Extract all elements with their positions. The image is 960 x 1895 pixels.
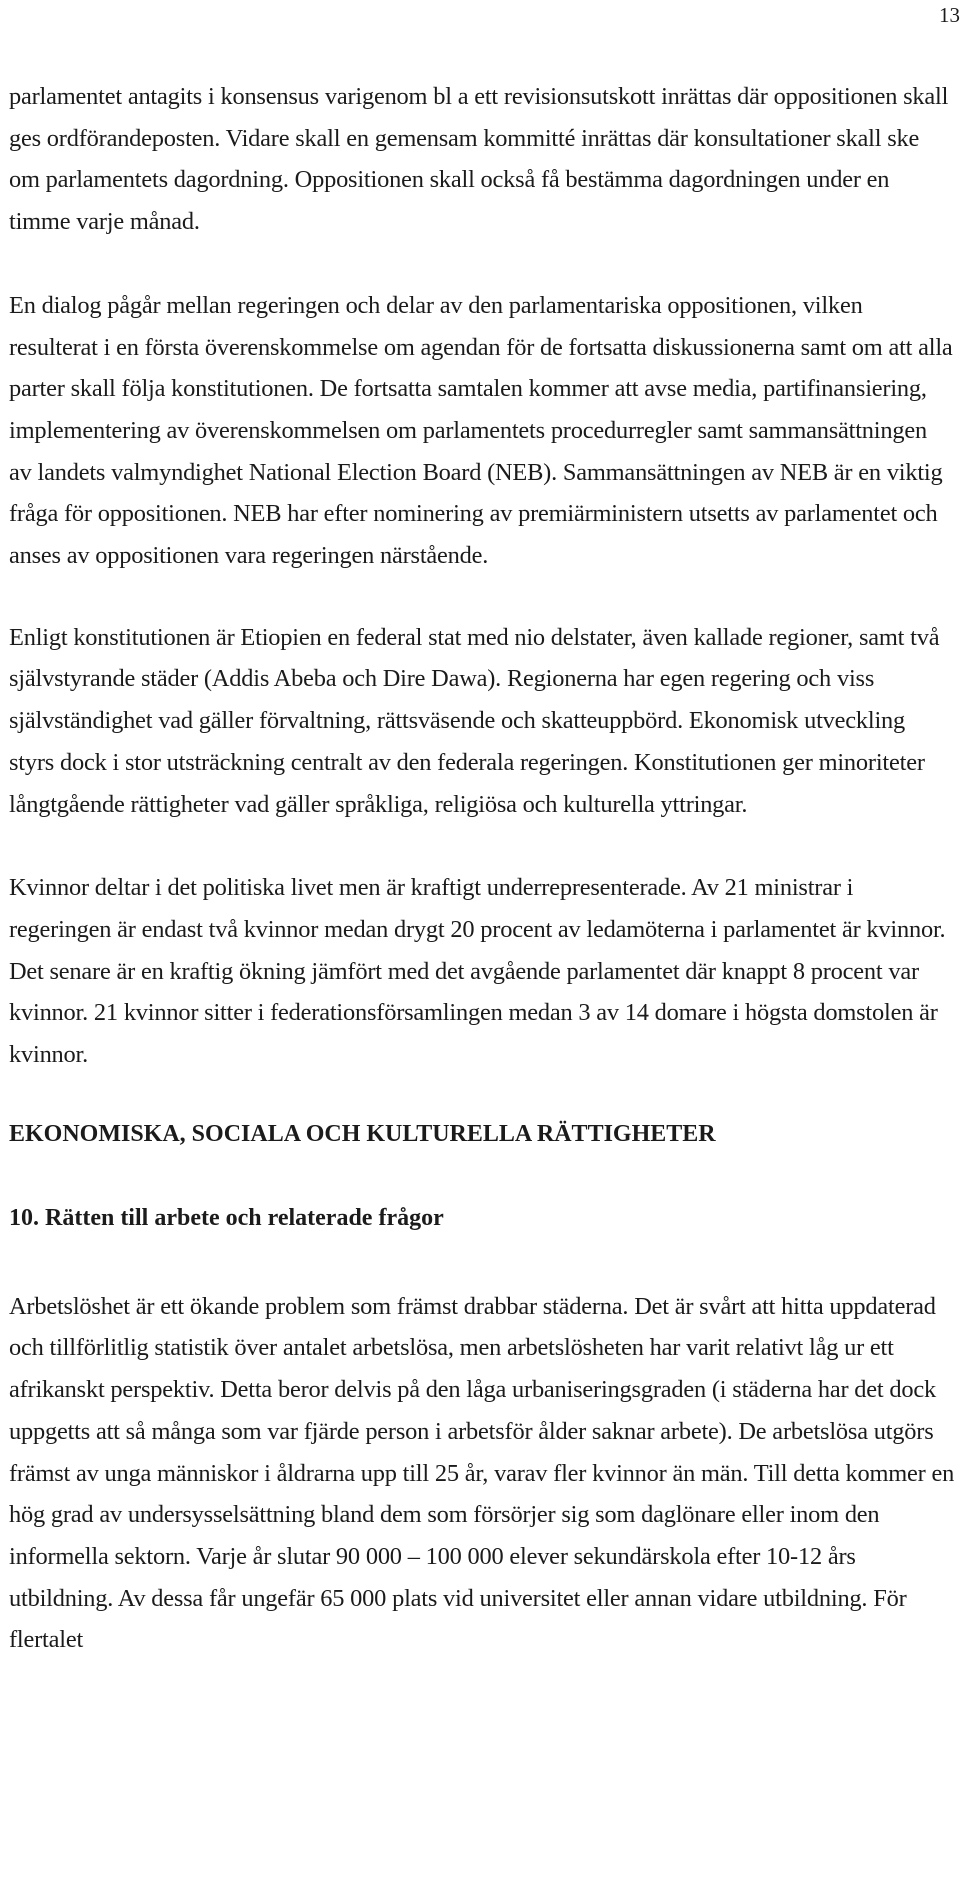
paragraph-parliament-consensus: parlamentet antagits i konsensus varigenom bl a ett revisionsutskott inrättas där oppositionen skall ges ordförandeposten. Vidare skall en gemensam kommitté inrättas där konsultationer skall ske om parlamentets dagordning. Oppositionen skall också få bestämma dagordningen under en timme varje månad. [9, 83, 949, 236]
paragraph-unemployment: Arbetslöshet är ett ökande problem som främst drabbar städerna. Det är svårt att hitta uppdaterad och tillförlitlig statistik över antalet arbetslösa, men arbetslösheten har varit relativt låg ur ett afrikanskt perspektiv. Detta beror delvis på den låga urbaniseringsgraden (i städerna har det dock uppgetts att så många som var fjärde person i arbetsför ålder saknar arbete). De arbetslösa utgörs främst av unga människor i åldrarna upp till 25 år, varav fler kvinnor än män. Till detta kommer en hög grad av undersysselsättning bland dem som försörjer sig som daglönare eller inom den informella sektorn. Varje år slutar 90 000 – 100 000 elever sekundärskola efter 10-12 års utbildning. Av dessa får ungefär 65 000 plats vid universitet eller annan vidare utbildning. För flertalet [9, 1292, 955, 1654]
paragraph-women-politics: Kvinnor deltar i det politiska livet men är kraftigt underrepresenterade. Av 21 ministrar i regeringen är endast två kvinnor medan drygt 20 procent av ledamöterna i parlamentet är kvinnor. Det senare är en kraftig ökning jämfört med det avgående parlamentet där knappt 8 procent var kvinnor. 21 kvinnor sitter i federationsförsamlingen medan 3 av 14 domare i högsta domstolen är kvinnor. [9, 874, 946, 1069]
section-heading: EKONOMISKA, SOCIALA OCH KULTURELLA RÄTTIGHETER [9, 1120, 716, 1147]
paragraph-federal-constitution: Enligt konstitutionen är Etiopien en federal stat med nio delstater, även kallade regioner, samt två självstyrande städer (Addis Abeba och Dire Dawa). Regionerna har egen regering och viss självständighet vad gäller förvaltning, rättsväsende och skatteuppbörd. Ekonomisk utveckling styrs dock i stor utsträckning centralt av den federala regeringen. Konstitutionen ger minoriteter långtgående rättigheter vad gäller språkliga, religiösa och kulturella yttringar. [9, 623, 940, 818]
subsection-heading: 10. Rätten till arbete och relaterade frågor [9, 1204, 444, 1231]
paragraph-dialogue-opposition: En dialog pågår mellan regeringen och delar av den parlamentariska oppositionen, vilken resulterat i en första överenskommelse om agendan för de fortsatta diskussionerna samt om att alla parter skall följa konstitutionen. De fortsatta samtalen kommer att avse media, partifinansiering, implementering av överenskommelsen om parlamentets procedurregler samt sammansättningen av landets valmyndighet National Election Board (NEB). Sammansättningen av NEB är en viktig fråga för oppositionen. NEB har efter nominering av premiärministern utsetts av parlamentet och anses av oppositionen vara regeringen närstående. [9, 291, 953, 570]
document-body [9, 76, 955, 1661]
page-number: 13 [939, 3, 960, 27]
